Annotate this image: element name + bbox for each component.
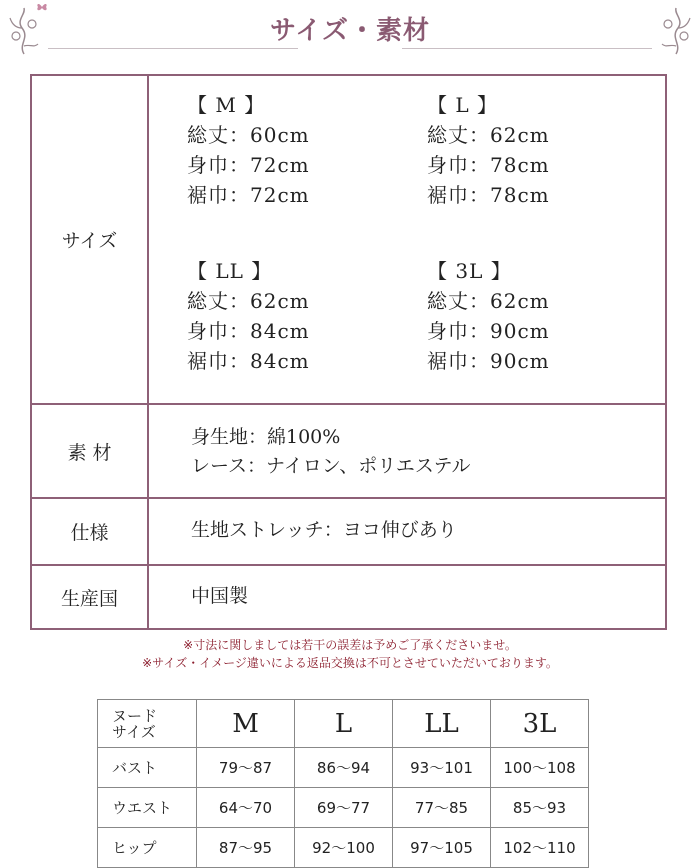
size-header-3l: 3L	[491, 700, 589, 748]
spec-content	[149, 499, 665, 564]
size-hem-width: 裾巾：72cm	[187, 183, 310, 207]
size-block-m	[187, 90, 310, 210]
size-block-3l	[427, 256, 550, 376]
page-title: サイズ・素材	[270, 16, 430, 46]
size-label: サイズ	[32, 76, 149, 403]
floral-ornament-icon	[656, 6, 696, 56]
header-label-line: サイズ	[112, 722, 156, 741]
size-header-l: L	[295, 700, 393, 748]
size-block-ll	[187, 256, 310, 376]
origin-row	[32, 564, 665, 628]
nude-size-table	[97, 699, 589, 868]
header-rule-left	[48, 48, 298, 49]
table-cell: 102〜110	[491, 828, 589, 868]
table-cell: 85〜93	[491, 788, 589, 828]
material-label: 素 材	[32, 405, 149, 497]
table-cell: 87〜95	[197, 828, 295, 868]
size-content	[149, 76, 665, 403]
spec-table	[30, 74, 667, 630]
size-hem-width: 裾巾：84cm	[187, 349, 310, 373]
table-cell: 93〜101	[393, 748, 491, 788]
origin-text: 中国製	[191, 585, 249, 607]
size-length: 総丈：62cm	[187, 289, 310, 313]
size-length: 総丈：62cm	[427, 289, 550, 313]
spec-label: 仕様	[32, 499, 149, 564]
table-cell: 100〜108	[491, 748, 589, 788]
size-heading: 【 LL 】	[187, 259, 273, 283]
header-label-line: ヌード	[112, 706, 158, 725]
material-content	[149, 405, 665, 497]
size-hem-width: 裾巾：90cm	[427, 349, 550, 373]
size-length: 総丈：62cm	[427, 123, 550, 147]
table-cell: 69〜77	[295, 788, 393, 828]
size-body-width: 身巾：84cm	[187, 319, 310, 343]
size-heading: 【 M 】	[187, 93, 266, 117]
origin-content	[149, 566, 665, 628]
origin-label: 生産国	[32, 566, 149, 628]
table-row	[98, 748, 589, 788]
size-body-width: 身巾：78cm	[427, 153, 550, 177]
size-heading: 【 3L 】	[427, 259, 512, 283]
size-length: 総丈：60cm	[187, 123, 310, 147]
size-body-width: 身巾：90cm	[427, 319, 550, 343]
spec-row	[32, 497, 665, 564]
material-line: レース：ナイロン、ポリエステル	[191, 455, 471, 477]
size-row	[32, 76, 665, 403]
table-header-row	[98, 700, 589, 748]
row-label-hip: ヒップ	[98, 828, 197, 868]
size-hem-width: 裾巾：78cm	[427, 183, 550, 207]
row-label-bust: バスト	[98, 748, 197, 788]
size-body-width: 身巾：72cm	[187, 153, 310, 177]
note-line: ※寸法に関しましては若干の誤差は予めご了承くださいませ。	[183, 638, 517, 652]
header-rule-right	[402, 48, 652, 49]
spec-text: 生地ストレッチ：ヨコ伸びあり	[191, 519, 457, 541]
table-row	[98, 788, 589, 828]
table-row	[98, 828, 589, 868]
table-cell: 79〜87	[197, 748, 295, 788]
material-line: 身生地：綿100%	[191, 426, 341, 448]
size-block-l	[427, 90, 550, 210]
table-cell: 64〜70	[197, 788, 295, 828]
section-header	[0, 0, 700, 60]
note-line: ※サイズ・イメージ違いによる返品交換は不可とさせていただいております。	[142, 656, 558, 670]
nude-size-header-label	[98, 700, 197, 748]
material-text	[191, 423, 471, 481]
row-label-waist: ウエスト	[98, 788, 197, 828]
table-cell: 92〜100	[295, 828, 393, 868]
size-heading: 【 L 】	[427, 93, 498, 117]
table-cell: 77〜85	[393, 788, 491, 828]
table-cell: 97〜105	[393, 828, 491, 868]
size-header-m: M	[197, 700, 295, 748]
size-header-ll: LL	[393, 700, 491, 748]
material-row	[32, 403, 665, 497]
notes	[0, 636, 700, 672]
table-cell: 86〜94	[295, 748, 393, 788]
